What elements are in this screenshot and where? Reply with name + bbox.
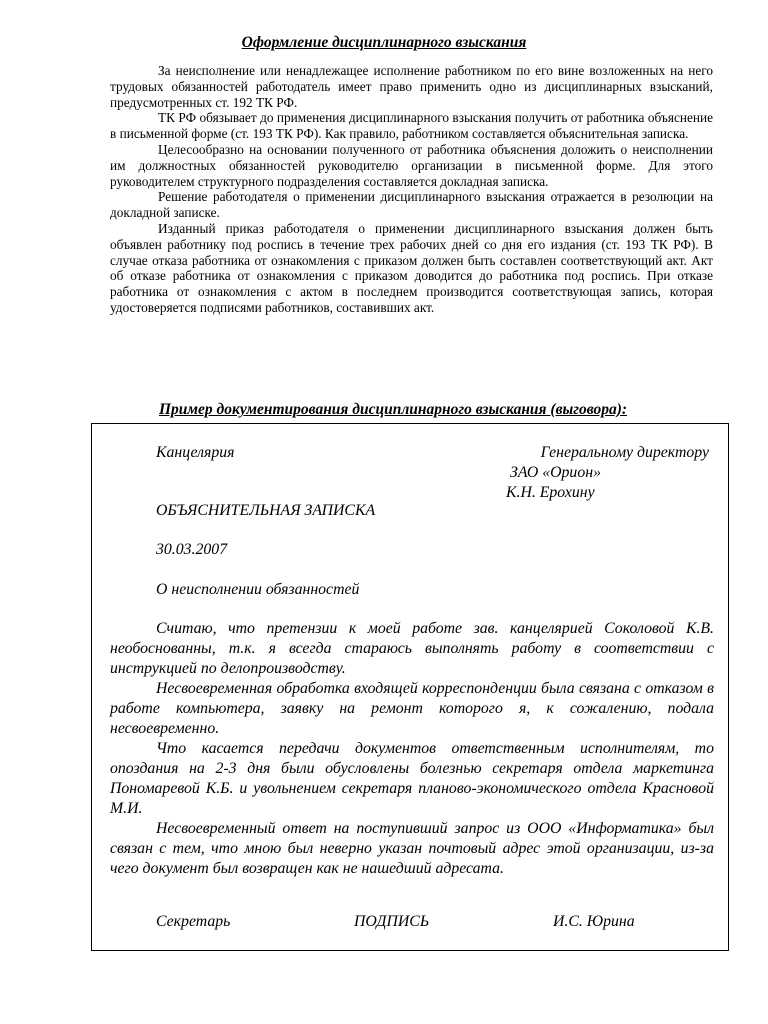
example-heading: Пример документирования дисциплинарного взыскания (выговора): [159,401,628,418]
document-paragraph: Считаю, что претензии к моей работе зав. канцелярией Соколовой К.В. необоснованны, т.к. я всегда стараюсь выполнять работу в соответствии с инструкцией по делопроизводству. [110,620,714,677]
signature-placeholder: ПОДПИСЬ [354,913,430,930]
signature-name: И.С. Юрина [553,913,635,930]
document-department: Канцелярия [156,444,235,461]
document-recipient-line: ЗАО «Орион» [510,464,601,481]
page-title: Оформление дисциплинарного взыскания [241,34,527,51]
sample-document-frame [91,423,729,951]
document-subject: О неисполнении обязанностей [156,581,360,598]
intro-paragraph: За неисполнение или ненадлежащее исполнение работником по его вине возложенных на него трудовых обязанностей работодатель имеет право применить одно из дисциплинарных взысканий, предусмотренных ст. 192 ТК РФ. [110,63,713,110]
intro-text [110,63,713,316]
document-paragraph: Несвоевременная обработка входящей корреспонденции была связана с отказом в работе компьютера, заявку на ремонт которого я, к сожалению, подала несвоевременно. [110,680,714,737]
intro-paragraph: Целесообразно на основании полученного от работника объяснения доложить о неисполнении им должностных обязанностей руководителю организации в письменной форме. Для этого руководителем структурного подразделения составляется докладная записка. [110,141,713,189]
document-title: ОБЪЯСНИТЕЛЬНАЯ ЗАПИСКА [156,502,376,519]
document-date: 30.03.2007 [156,541,228,558]
intro-paragraph: Изданный приказ работодателя о применении дисциплинарного взыскания должен быть объявлен работнику под роспись в течение трех рабочих дней со дня его издания (ст. 193 ТК РФ). В случае отказа работника от ознакомления с приказом должен быть составлен соответствующий акт. Акт об отказе работника от ознакомления с приказом доводится до работника под роспись. При отказе работника от ознакомления с актом в последнем производится соответствующая запись, которая удостоверяется подписями работников, составивших акт. [110,220,713,315]
document-paragraph: Что касается передачи документов ответственным исполнителям, то опоздания на 2-3 дня были обусловлены болезнью секретаря отдела маркетинга Пономаревой К.Б. и увольнением секретаря планово-экономического отдела Красновой М.И. [110,740,714,817]
document-recipient-line: Генеральному директору [540,444,709,461]
document-body [110,619,714,879]
signature-position: Секретарь [156,913,231,930]
document-recipient-line: К.Н. Ерохину [506,484,595,501]
intro-paragraph: ТК РФ обязывает до применения дисциплинарного взыскания получить от работника объяснение в письменной форме (ст. 193 ТК РФ). Как правило, работником составляется объяснительная записка. [110,110,713,142]
document-paragraph: Несвоевременный ответ на поступивший запрос из ООО «Информатика» был связан с тем, что мною был неверно указан почтовый адрес этой организации, из-за чего документ был возвращен как не нашедший адресата. [110,820,714,877]
intro-paragraph: Решение работодателя о применении дисциплинарного взыскания отражается в резолюции на докладной записке. [110,189,713,221]
